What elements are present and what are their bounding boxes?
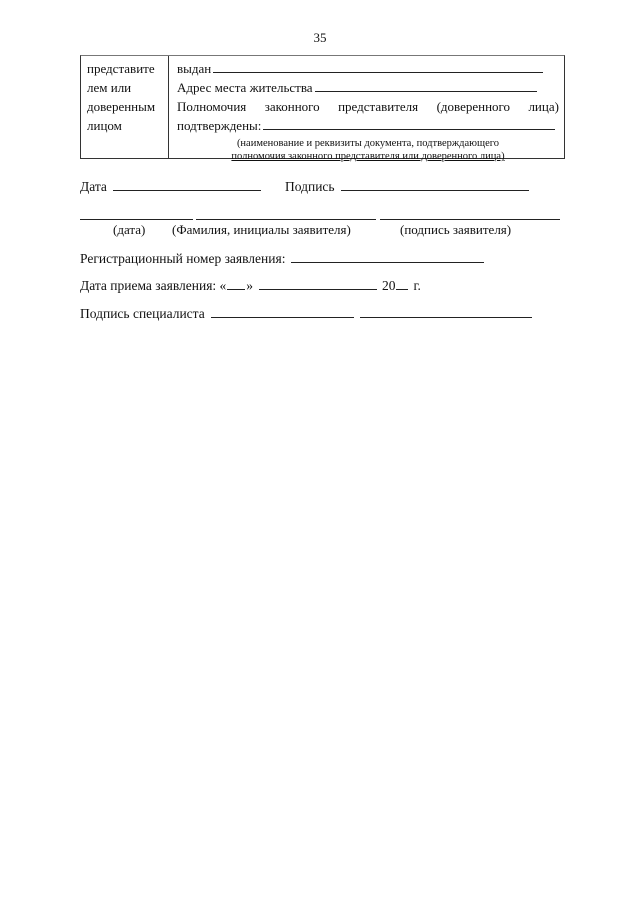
- representative-cell: [81, 56, 169, 158]
- representative-cell-line: представите: [87, 61, 155, 76]
- registration-number-row: [80, 250, 484, 267]
- specialist-signature-label: Подпись специалиста: [80, 306, 205, 321]
- caption-applicant-name: (Фамилия, инициалы заявителя): [172, 222, 351, 237]
- issued-field[interactable]: [213, 60, 543, 73]
- registration-number-field[interactable]: [291, 250, 484, 263]
- confirmed-row: [177, 116, 559, 135]
- date-field[interactable]: [113, 178, 261, 191]
- receipt-month-field[interactable]: [259, 277, 377, 290]
- authority-word: лица): [528, 99, 559, 114]
- applicant-representative-table: [80, 55, 565, 162]
- applicant-signature-line[interactable]: [380, 219, 560, 220]
- signature-label: Подпись: [285, 179, 335, 194]
- confirmed-field[interactable]: [263, 117, 555, 130]
- signature-field[interactable]: [341, 178, 529, 191]
- document-caption: [177, 137, 559, 163]
- issued-row: [177, 59, 559, 78]
- authority-word: Полномочия: [177, 99, 247, 114]
- address-label: Адрес места жительства: [177, 80, 313, 95]
- date-label: Дата: [80, 179, 107, 194]
- receipt-year-prefix: 20: [382, 278, 396, 293]
- specialist-name-field[interactable]: [360, 305, 532, 318]
- document-caption-line: полномочия законного представителя или доверенного лица): [231, 151, 505, 162]
- receipt-year-field[interactable]: [396, 277, 408, 290]
- representative-details-cell: [169, 56, 564, 162]
- authority-row: [177, 97, 559, 116]
- document-caption-line: (наименование и реквизиты документа, подтверждающего: [236, 138, 500, 149]
- page-number: 35: [313, 30, 327, 45]
- signature-row: [285, 178, 529, 195]
- representative-cell-line: лицом: [87, 118, 122, 133]
- address-field[interactable]: [315, 79, 537, 92]
- applicant-name-line[interactable]: [196, 219, 376, 220]
- representative-cell-line: доверенным: [87, 99, 156, 114]
- receipt-date-label: Дата приема заявления: «: [80, 278, 227, 293]
- receipt-date-row: [80, 277, 421, 294]
- authority-word: законного: [264, 99, 320, 114]
- confirmed-label: подтверждены:: [177, 118, 262, 133]
- representative-cell-line: лем или: [87, 80, 132, 95]
- address-row: [177, 78, 559, 97]
- authority-word: представителя: [338, 99, 419, 114]
- specialist-signature-row: [80, 305, 532, 322]
- applicant-date-line[interactable]: [80, 219, 193, 220]
- receipt-day-field[interactable]: [227, 277, 245, 290]
- receipt-year-suffix: г.: [413, 278, 421, 293]
- specialist-signature-field[interactable]: [211, 305, 354, 318]
- date-row: [80, 178, 261, 195]
- registration-number-label: Регистрационный номер заявления:: [80, 251, 286, 266]
- receipt-quote-close: »: [246, 278, 254, 293]
- caption-date: (дата): [113, 222, 146, 237]
- authority-word: (доверенного: [436, 99, 511, 114]
- caption-applicant-signature: (подпись заявителя): [400, 222, 512, 237]
- issued-label: выдан: [177, 61, 212, 76]
